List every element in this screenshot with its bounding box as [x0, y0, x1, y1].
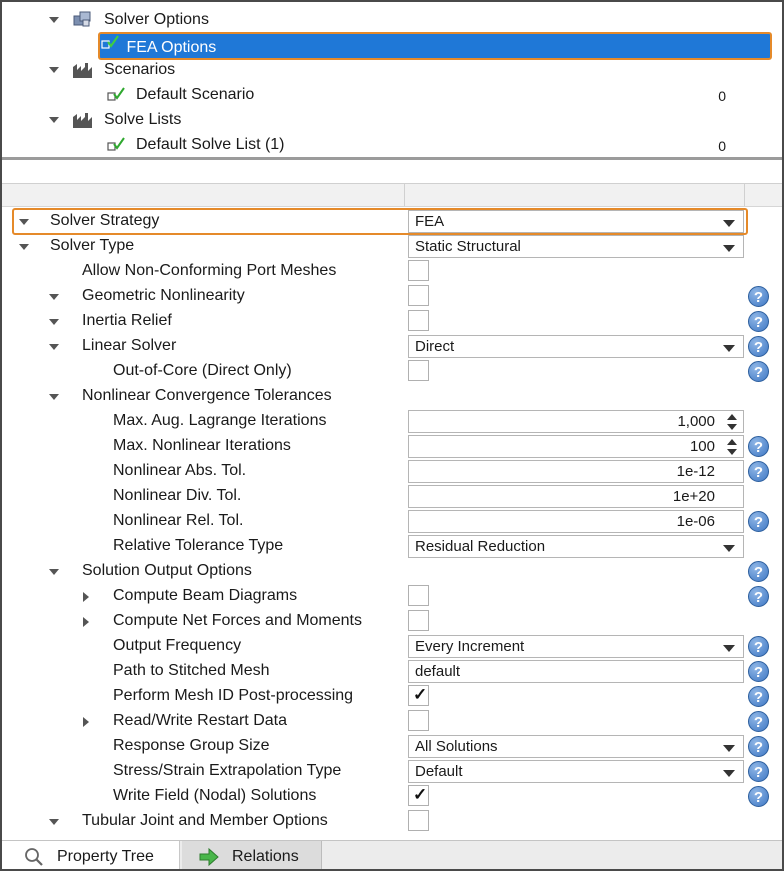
allow-nonconforming-checkbox[interactable]: [408, 260, 429, 281]
chevron-down-icon: [723, 345, 735, 352]
prop-label: Write Field (Nodal) Solutions: [113, 787, 317, 804]
prop-label: Geometric Nonlinearity: [82, 287, 245, 304]
chevron-down-icon[interactable]: [48, 291, 60, 303]
prop-row-output-frequency: [2, 634, 782, 659]
max-nonlinear-iter-spinbox[interactable]: [408, 435, 744, 458]
tree-item-default-scenario[interactable]: [2, 83, 782, 108]
solver-strategy-select[interactable]: [408, 210, 744, 233]
output-frequency-select[interactable]: [408, 635, 744, 658]
prop-row-geometric-nonlinearity: [2, 284, 782, 309]
chevron-down-icon: [723, 645, 735, 652]
help-icon[interactable]: ?: [748, 361, 769, 382]
prop-row-write-field-solutions: [2, 784, 782, 809]
geometric-nonlinearity-checkbox[interactable]: [408, 285, 429, 306]
search-icon: [24, 847, 44, 871]
tree-label: Scenarios: [104, 61, 176, 78]
prop-row-inertia-relief: [2, 309, 782, 334]
chevron-down-icon[interactable]: [48, 114, 60, 126]
prop-label: Solution Output Options: [82, 562, 252, 579]
stress-strain-extrapolation-select[interactable]: [408, 760, 744, 783]
tree-item-scenarios[interactable]: [2, 58, 782, 83]
prop-label: Solver Type: [50, 237, 135, 254]
tree-item-solver-options[interactable]: [2, 8, 782, 33]
path-to-stitched-mesh-input[interactable]: default: [408, 660, 744, 683]
prop-label: Nonlinear Div. Tol.: [113, 487, 242, 504]
select-value: Every Increment: [415, 638, 525, 655]
compute-net-forces-checkbox[interactable]: [408, 610, 429, 631]
help-icon[interactable]: ?: [748, 286, 769, 307]
select-value: FEA: [415, 213, 445, 230]
prop-row-solver-type: [2, 234, 782, 259]
prop-row-compute-beam-diagrams: [2, 584, 782, 609]
help-icon[interactable]: ?: [748, 786, 769, 807]
prop-label: Tubular Joint and Member Options: [82, 812, 328, 829]
spinbox-value: 100: [689, 438, 715, 455]
prop-row-relative-tolerance-type: [2, 534, 782, 559]
prop-row-path-to-stitched-mesh: [2, 659, 782, 684]
prop-row-nonlinear-abs-tol: [2, 459, 782, 484]
tree-label: Solver Options: [104, 11, 209, 28]
prop-row-tubular-joint: [2, 809, 782, 834]
prop-label: Nonlinear Abs. Tol.: [113, 462, 247, 479]
prop-label: Output Frequency: [113, 637, 242, 654]
column-divider[interactable]: [744, 184, 745, 206]
prop-label: Max. Aug. Lagrange Iterations: [113, 412, 327, 429]
inertia-relief-checkbox[interactable]: [408, 310, 429, 331]
prop-label: Allow Non-Conforming Port Meshes: [82, 262, 337, 279]
tree-item-fea-options[interactable]: [98, 32, 772, 60]
chevron-right-icon[interactable]: [80, 616, 92, 628]
chevron-right-icon[interactable]: [80, 591, 92, 603]
scenarios-icon: [72, 61, 94, 79]
read-write-restart-checkbox[interactable]: [408, 710, 429, 731]
chevron-down-icon: [723, 545, 735, 552]
help-icon[interactable]: ?: [748, 586, 769, 607]
panel-splitter[interactable]: [2, 157, 782, 160]
prop-row-max-aug-lagrange: [2, 409, 782, 434]
select-value: Direct: [415, 338, 455, 355]
prop-label: Compute Net Forces and Moments: [113, 612, 362, 629]
prop-row-response-group-size: [2, 734, 782, 759]
fea-options-icon: [100, 39, 126, 56]
prop-row-stress-strain-extrapolation: [2, 759, 782, 784]
tab-label: Property Tree: [57, 848, 154, 865]
help-icon[interactable]: ?: [748, 661, 769, 682]
select-value: Residual Reduction: [415, 538, 546, 555]
chevron-down-icon[interactable]: [48, 64, 60, 76]
prop-row-linear-solver: [2, 334, 782, 359]
property-grid-header: [2, 183, 782, 207]
max-aug-lagrange-spinbox[interactable]: [408, 410, 744, 433]
solve-lists-icon: [72, 111, 94, 129]
prop-label: Inertia Relief: [82, 312, 172, 329]
prop-label: Max. Nonlinear Iterations: [113, 437, 291, 454]
help-icon[interactable]: ?: [748, 436, 769, 457]
tree-count: 0: [718, 138, 726, 154]
spinbox-value: 1,000: [677, 413, 715, 430]
nonlinear-abs-tol-input[interactable]: 1e-12: [408, 460, 744, 483]
linear-solver-select[interactable]: [408, 335, 744, 358]
compute-beam-diagrams-checkbox[interactable]: [408, 585, 429, 606]
prop-label: Perform Mesh ID Post-processing: [113, 687, 354, 704]
tab-relations[interactable]: [182, 841, 322, 871]
help-icon[interactable]: ?: [748, 336, 769, 357]
tab-property-tree[interactable]: [2, 841, 180, 871]
prop-label: Solver Strategy: [50, 212, 160, 229]
chevron-down-icon[interactable]: [48, 14, 60, 26]
prop-label: Linear Solver: [82, 337, 177, 354]
chevron-down-icon[interactable]: [18, 241, 30, 253]
tree-label: Default Solve List (1): [136, 136, 285, 153]
select-value: Default: [415, 763, 463, 780]
chevron-down-icon[interactable]: [18, 216, 30, 228]
prop-row-perform-mesh-id: [2, 684, 782, 709]
help-icon[interactable]: ?: [748, 761, 769, 782]
help-icon[interactable]: ?: [748, 686, 769, 707]
prop-row-solver-strategy: [2, 209, 782, 234]
tree-label: Solve Lists: [104, 111, 182, 128]
prop-label: Path to Stitched Mesh: [113, 662, 270, 679]
nonlinear-rel-tol-input[interactable]: 1e-06: [408, 510, 744, 533]
prop-row-out-of-core: [2, 359, 782, 384]
tree-item-solve-lists[interactable]: [2, 108, 782, 133]
tree-label: FEA Options: [126, 39, 217, 56]
column-divider[interactable]: [404, 184, 405, 206]
help-icon[interactable]: ?: [748, 561, 769, 582]
solver-type-select[interactable]: [408, 235, 744, 258]
chevron-down-icon: [723, 245, 735, 252]
prop-row-max-nonlinear-iter: [2, 434, 782, 459]
spinner-arrows-icon[interactable]: [725, 437, 739, 457]
prop-row-nonlinear-rel-tol: [2, 509, 782, 534]
help-icon[interactable]: ?: [748, 711, 769, 732]
solve-list-check-icon: [106, 136, 128, 154]
prop-row-nonlinear-convergence: [2, 384, 782, 409]
relative-tolerance-type-select[interactable]: [408, 535, 744, 558]
prop-row-solution-output-options: [2, 559, 782, 584]
prop-row-allow-nonconforming: [2, 259, 782, 284]
chevron-down-icon: [723, 220, 735, 227]
chevron-down-icon[interactable]: [48, 816, 60, 828]
prop-label: Out-of-Core (Direct Only): [113, 362, 292, 379]
perform-mesh-id-checkbox[interactable]: [408, 685, 429, 706]
nonlinear-div-tol-input[interactable]: 1e+20: [408, 485, 744, 508]
chevron-right-icon[interactable]: [80, 716, 92, 728]
out-of-core-checkbox[interactable]: [408, 360, 429, 381]
select-value: Static Structural: [415, 238, 521, 255]
write-field-solutions-checkbox[interactable]: [408, 785, 429, 806]
checkmark-icon: ✓: [413, 685, 428, 704]
prop-row-compute-net-forces: [2, 609, 782, 634]
chevron-down-icon: [723, 770, 735, 777]
arrow-right-icon: [198, 847, 220, 871]
prop-label: Compute Beam Diagrams: [113, 587, 298, 604]
help-icon[interactable]: ?: [748, 636, 769, 657]
spinner-arrows-icon[interactable]: [725, 412, 739, 432]
prop-label: Stress/Strain Extrapolation Type: [113, 762, 342, 779]
prop-label: Read/Write Restart Data: [113, 712, 287, 729]
prop-label: Nonlinear Rel. Tol.: [113, 512, 244, 529]
response-group-size-select[interactable]: [408, 735, 744, 758]
chevron-down-icon[interactable]: [48, 391, 60, 403]
prop-label: Relative Tolerance Type: [113, 537, 284, 554]
solver-options-icon: [72, 11, 94, 29]
help-icon[interactable]: ?: [748, 461, 769, 482]
prop-row-read-write-restart: [2, 709, 782, 734]
tree-item-default-solve-list[interactable]: [2, 133, 782, 158]
select-value: All Solutions: [415, 738, 498, 755]
tab-label: Relations: [232, 848, 299, 865]
tubular-joint-checkbox[interactable]: [408, 810, 429, 831]
prop-label: Response Group Size: [113, 737, 270, 754]
chevron-down-icon: [723, 745, 735, 752]
tree-label: Default Scenario: [136, 86, 255, 103]
help-icon[interactable]: ?: [748, 511, 769, 532]
help-icon[interactable]: ?: [748, 736, 769, 757]
bottom-tab-bar: [2, 840, 782, 871]
prop-label: Nonlinear Convergence Tolerances: [82, 387, 332, 404]
chevron-down-icon[interactable]: [48, 316, 60, 328]
prop-row-nonlinear-div-tol: [2, 484, 782, 509]
chevron-down-icon[interactable]: [48, 566, 60, 578]
tree-count: 0: [718, 88, 726, 104]
checkmark-icon: ✓: [413, 785, 428, 804]
scenario-check-icon: [106, 86, 128, 104]
chevron-down-icon[interactable]: [48, 341, 60, 353]
help-icon[interactable]: ?: [748, 311, 769, 332]
